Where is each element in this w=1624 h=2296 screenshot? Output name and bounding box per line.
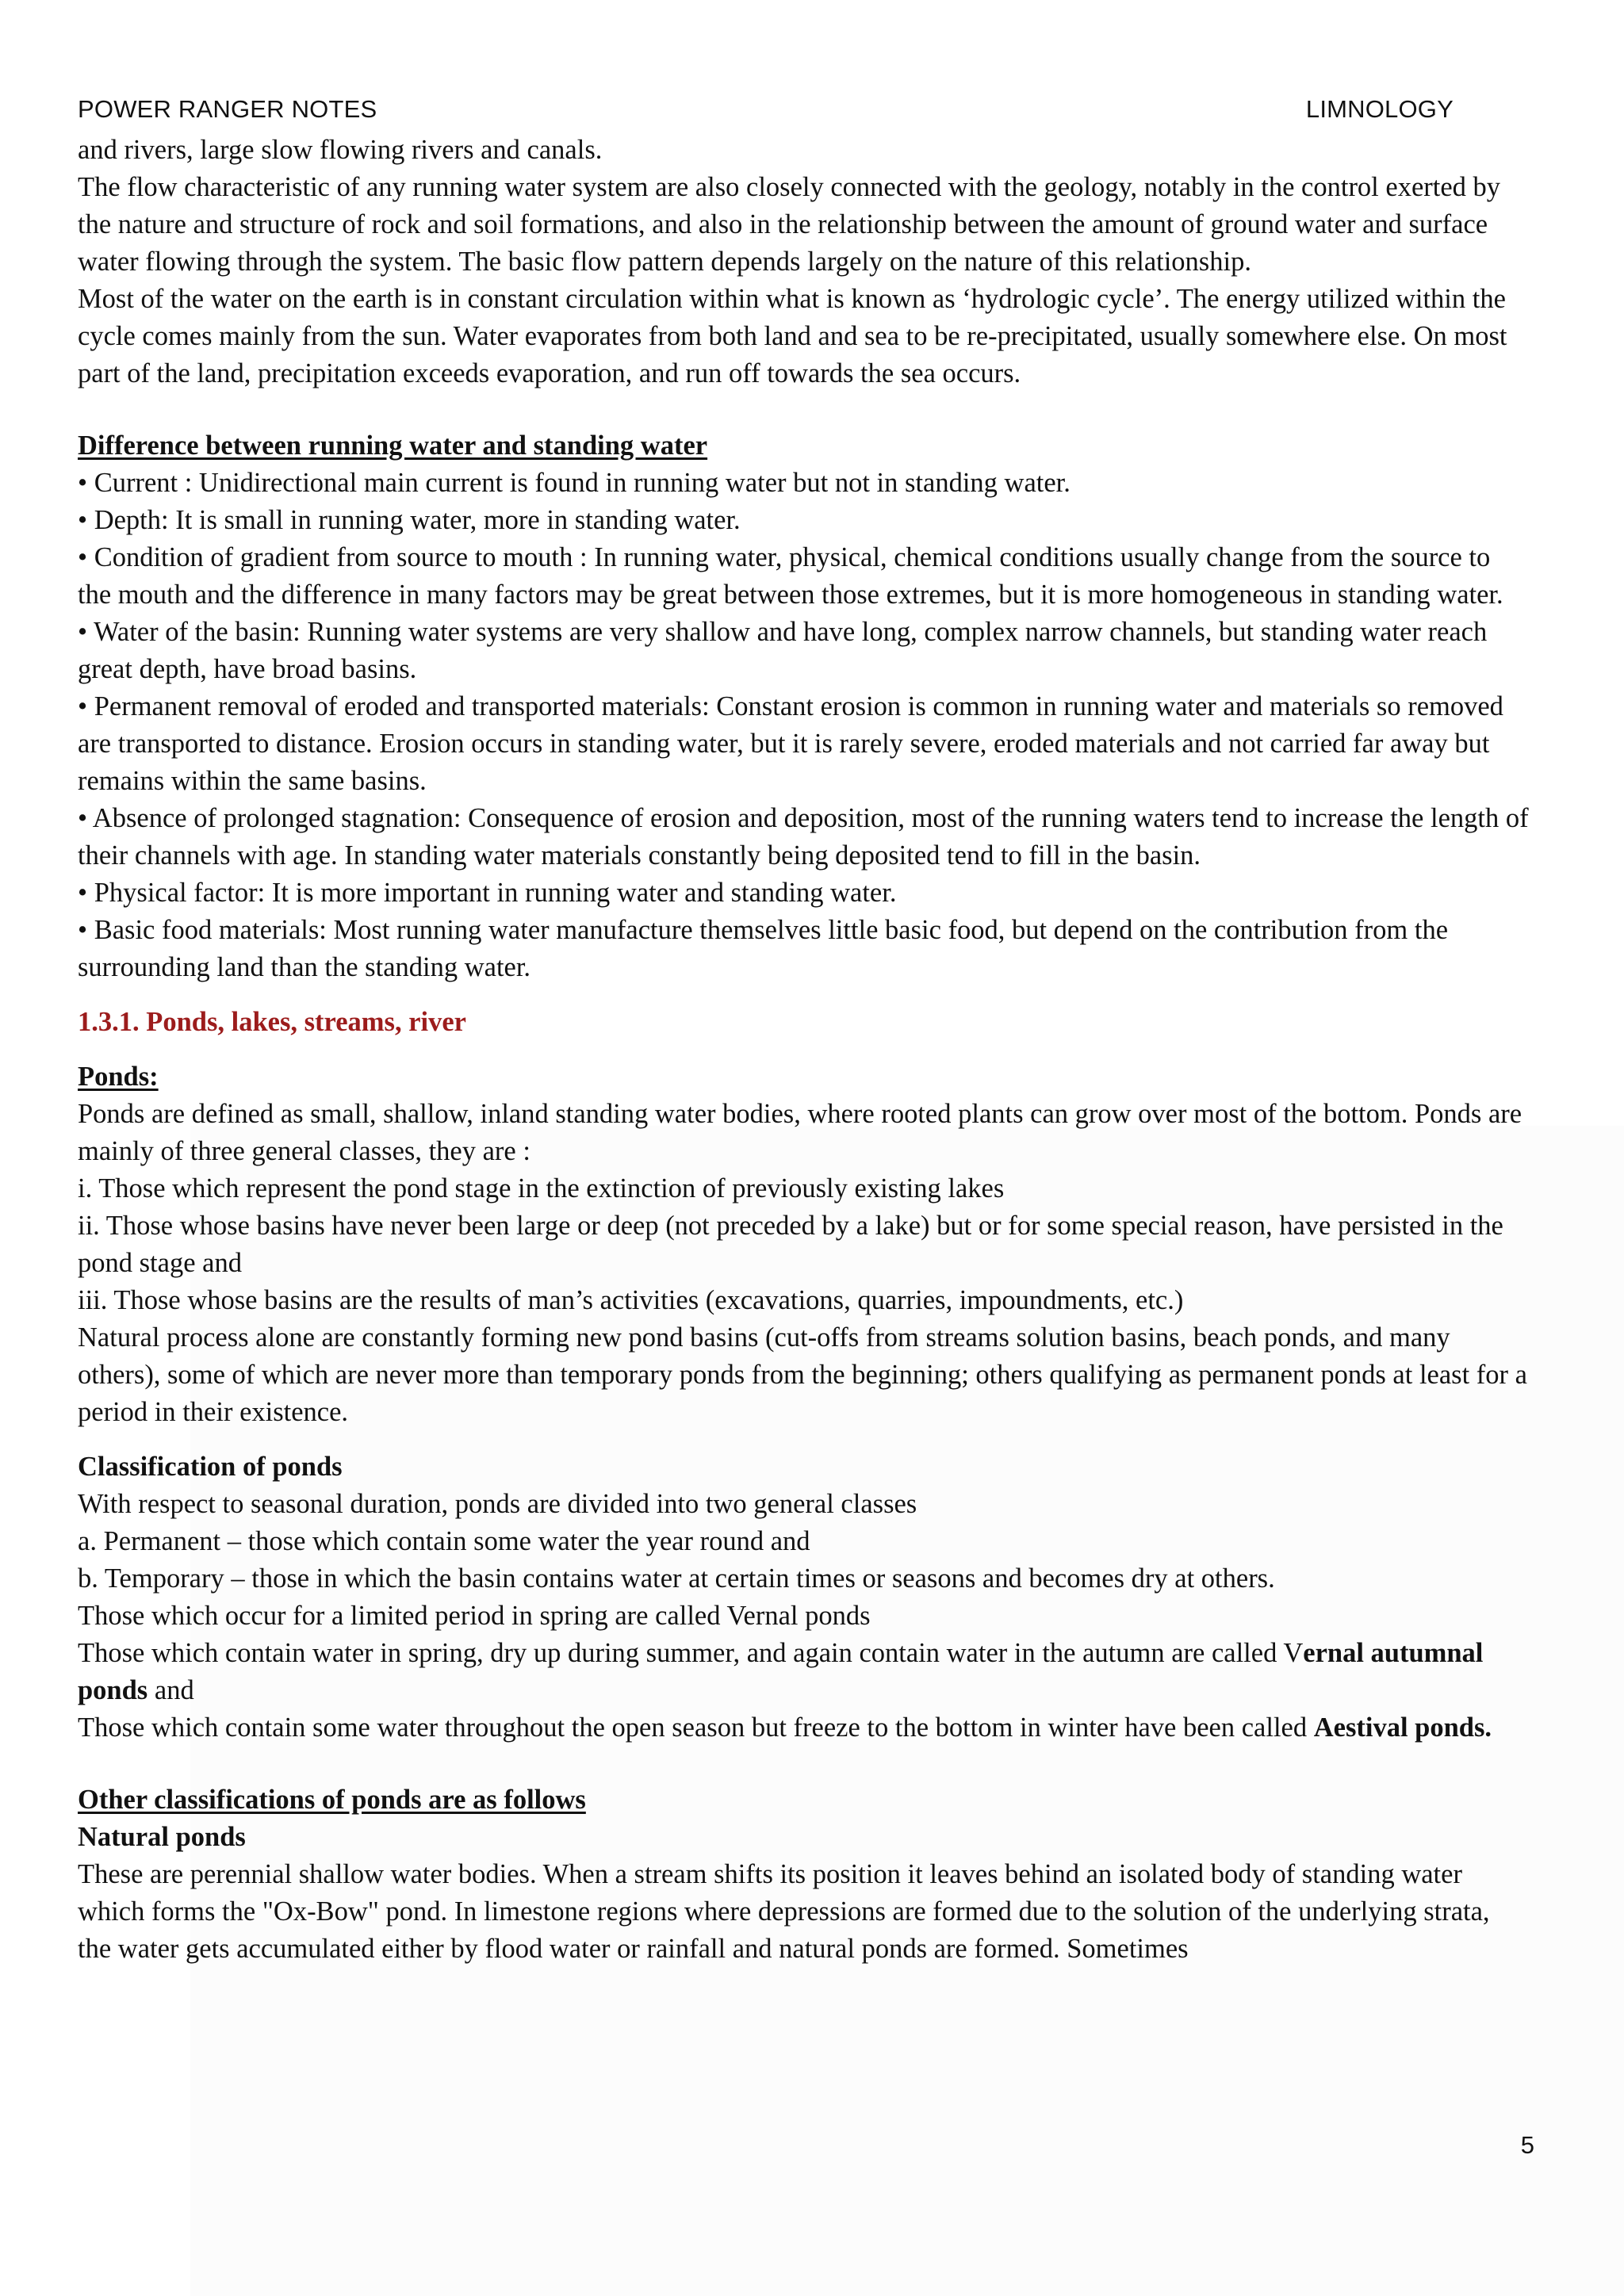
natural-ponds-text: These are perennial shallow water bodies. When a stream shifts its position it leaves behind an isolated body of standing water which forms the "Ox-Bow" pond. In limestone regions where depressions are formed due to the solution of the underlying strata, the water gets accumulated either by flood water or rainfall and natural ponds are formed. Sometimes xyxy=(78,1859,1490,1964)
classification-line: Those which occur for a limited period in spring are called Vernal ponds xyxy=(78,1601,871,1631)
difference-item: • Depth: It is small in running water, more in standing water. xyxy=(78,505,741,535)
difference-item: • Basic food materials: Most running water manufacture themselves little basic food, but depend on the contribution from the surrounding land than the standing water. xyxy=(78,915,1449,982)
vernal-text: Those which contain water in spring, dry up during summer, and again contain water in the autumn are called V xyxy=(78,1638,1304,1668)
vernal-autumnal-line xyxy=(78,1635,1529,1709)
ponds-line: Ponds are defined as small, shallow, inland standing water bodies, where rooted plants can grow over most of the bottom. Ponds are mainly of three general classes, they are : xyxy=(78,1099,1522,1166)
other-classifications-heading: Other classifications of ponds are as follows xyxy=(78,1785,586,1815)
difference-item: • Permanent removal of eroded and transported materials: Constant erosion is common in running water and materials so removed are transported to distance. Erosion occurs in standing water, but it is rarely severe, eroded materials and not carried far away but remains within the same basins. xyxy=(78,691,1503,796)
difference-item: • Water of the basin: Running water systems are very shallow and have long, complex narrow channels, but standing water reach great depth, have broad basins. xyxy=(78,617,1488,684)
ponds-line: iii. Those whose basins are the results of man’s activities (excavations, quarries, impoundments, etc.) xyxy=(78,1285,1184,1315)
intro-paragraph-3: Most of the water on the earth is in constant circulation within what is known as ‘hydrologic cycle’. The energy utilized within the cycle comes mainly from the sun. Water evaporates from both land and sea to be re-precipitated, usually somewhere else. On most part of the land, precipitation exceeds evaporation, and run off towards the sea occurs. xyxy=(78,284,1507,388)
classification-heading: Classification of ponds xyxy=(78,1452,343,1482)
ponds-heading: Ponds: xyxy=(78,1062,159,1092)
page-header xyxy=(78,95,1454,124)
vernal-autumnal-term: ernal autumnal ponds xyxy=(78,1638,1484,1705)
classification-line: With respect to seasonal duration, ponds are divided into two general classes xyxy=(78,1489,917,1519)
intro-paragraph-1: and rivers, large slow flowing rivers and canals. xyxy=(78,135,603,165)
header-left: POWER RANGER NOTES xyxy=(78,95,377,123)
difference-item: • Current : Unidirectional main current is found in running water but not in standing water. xyxy=(78,468,1071,498)
classification-line: b. Temporary – those in which the basin contains water at certain times or seasons and becomes dry at others. xyxy=(78,1563,1275,1594)
ponds-line: i. Those which represent the pond stage in the extinction of previously existing lakes xyxy=(78,1173,1005,1203)
aestival-term: Aestival ponds. xyxy=(1313,1712,1492,1743)
ponds-line: Natural process alone are constantly forming new pond basins (cut-offs from streams solution basins, beach ponds, and many others), some of which are never more than temporary ponds from the beginning; others qualifying as permanent ponds at least for a period in their existence. xyxy=(78,1322,1527,1427)
natural-ponds-heading: Natural ponds xyxy=(78,1822,246,1852)
aestival-text: Those which contain some water throughout the open season but freeze to the bottom in winter have been called xyxy=(78,1712,1314,1743)
section-title: 1.3.1. Ponds, lakes, streams, river xyxy=(78,1007,466,1037)
vernal-tail: and xyxy=(147,1675,194,1705)
header-right: LIMNOLOGY xyxy=(1305,95,1454,123)
aestival-line xyxy=(78,1709,1529,1747)
page-number: 5 xyxy=(1520,2131,1534,2159)
difference-item: • Physical factor: It is more important in running water and standing water. xyxy=(78,878,897,908)
difference-item: • Absence of prolonged stagnation: Consequence of erosion and deposition, most of the running waters tend to increase the length of their channels with age. In standing water materials constantly being deposited tend to fill in the basin. xyxy=(78,803,1529,871)
intro-paragraph-2: The flow characteristic of any running water system are also closely connected with the geology, notably in the control exerted by the nature and structure of rock and soil formations, and also in the relationship between the amount of ground water and surface water flowing through the system. The basic flow pattern depends largely on the nature of this relationship. xyxy=(78,172,1501,277)
classification-line: a. Permanent – those which contain some water the year round and xyxy=(78,1526,810,1556)
document-body xyxy=(78,132,1529,1968)
difference-item: • Condition of gradient from source to mouth : In running water, physical, chemical conditions usually change from the source to the mouth and the difference in many factors may be great between those extremes, but it is more homogeneous in standing water. xyxy=(78,542,1503,610)
difference-heading: Difference between running water and standing water xyxy=(78,430,708,461)
ponds-line: ii. Those whose basins have never been large or deep (not preceded by a lake) but or for some special reason, have persisted in the pond stage and xyxy=(78,1211,1503,1278)
